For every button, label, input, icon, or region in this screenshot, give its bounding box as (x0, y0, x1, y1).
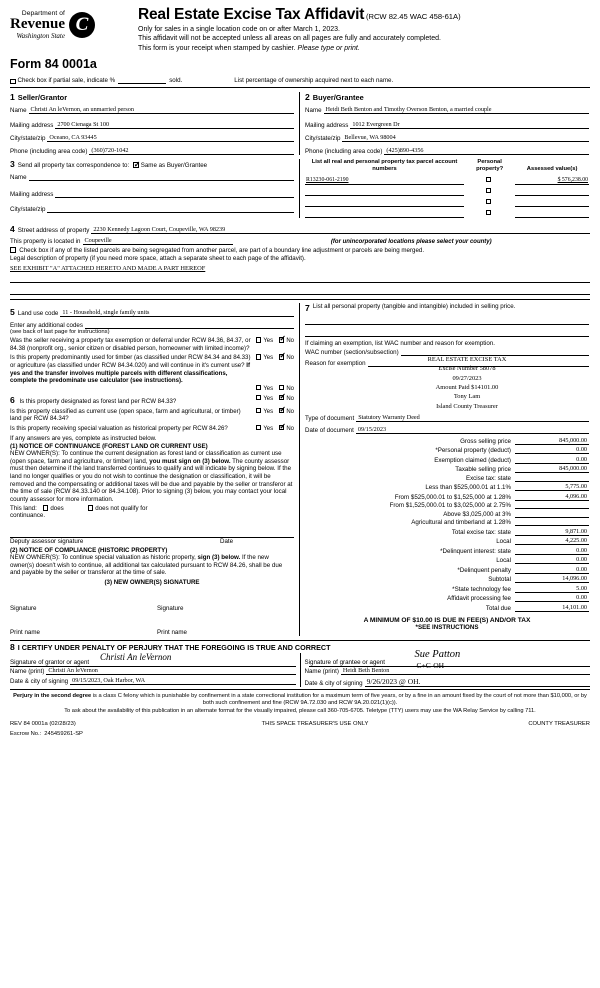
title-block (132, 6, 590, 53)
sec3-mailing-label: Mailing address (10, 191, 54, 199)
tax-row-label: *State technology fee (452, 585, 511, 593)
logo-revenue-label: Revenue (10, 16, 65, 32)
segregation-checkbox[interactable] (10, 247, 16, 253)
footer-treasurer-space: THIS SPACE TREASURER'S USE ONLY (261, 721, 369, 728)
grantor-print-input[interactable]: Christi An leVernon (46, 667, 295, 675)
sec5-additional-label: Enter any additional codes (10, 322, 83, 330)
parcel-assessed-input[interactable] (515, 207, 589, 218)
seller-name-label: Name (10, 107, 27, 115)
sec5-additional-note: (see back of last page for instructions) (10, 329, 110, 336)
tax-row-label: Local (496, 557, 511, 565)
grantee-print-label: Name (print) (304, 667, 339, 675)
logo-state-label: Washington State (16, 32, 65, 40)
buyer-section-title: Buyer/Grantee (312, 93, 364, 103)
tax-row-value[interactable]: 4,225.00 (515, 537, 589, 545)
seller-phone-label: Phone (including area code) (10, 148, 88, 156)
print-name-label-1: Print name (10, 628, 40, 636)
tax-row-label: Above $3,025,000 at 3% (443, 510, 511, 518)
tax-row (305, 475, 589, 482)
tax-row-value[interactable]: 0.00 (515, 456, 589, 464)
form-number: Form 84 0001a (10, 57, 97, 72)
tax-row-value[interactable]: 14,101.00 (515, 604, 589, 612)
sec6-question-1-row (10, 391, 294, 406)
tax-row-value[interactable] (515, 508, 589, 509)
tax-row-value[interactable]: 5.00 (515, 585, 589, 593)
sec5-q1-yes-checkbox[interactable] (256, 337, 262, 343)
seller-section-title: Seller/Grantor (17, 93, 68, 103)
tax-row-value[interactable]: 5,775.00 (515, 483, 589, 491)
parcel-number-input[interactable] (305, 207, 464, 218)
dor-logo (10, 6, 132, 40)
sec5-question-2-bold: If yes and the transfer involves multiple parcels with different classifications, complete the predominate use calculator (see instructions). (10, 361, 250, 385)
minimum-due-line-1: A MINIMUM OF $10.00 IS DUE IN FEE(S) AND/OR TAX (363, 616, 531, 624)
grantor-signature-mark[interactable]: Christi An leVernon (100, 651, 172, 662)
tax-calculation-table (305, 437, 589, 612)
logo-department-label: Department of (21, 10, 65, 17)
tax-row-label: Gross selling price (460, 437, 511, 445)
sec6-q1-answers: Yes ✓ No (256, 395, 294, 402)
grantee-print-input[interactable]: Heidi Beth Benton (341, 667, 590, 675)
tax-row-value[interactable]: 14,096.00 (515, 575, 589, 583)
tax-row-label: Excise tax: state (465, 474, 511, 482)
grantor-print-label: Name (print) (10, 667, 45, 675)
sec5-q2-yes-checkbox[interactable] (256, 354, 262, 360)
document-type-input[interactable]: Statutory Warranty Deed (356, 414, 589, 422)
certification-section (10, 640, 590, 687)
document-header (10, 6, 590, 53)
buyer-phone-label: Phone (including area code) (305, 148, 383, 156)
sec4-number: 4 (10, 224, 15, 235)
grantor-date-input[interactable]: 09/15/2023, Oak Harbor, WA (70, 677, 295, 685)
tax-row-value[interactable]: 0.00 (515, 556, 589, 564)
grantee-signature-annotation: C+C-OH (416, 660, 445, 670)
tax-row-label: Taxable selling price (455, 466, 511, 474)
sec4-parcel-note: Check box if any of the listed parcels are being segregated from another parcel, are part of a boundary line adjustment or parcels are being merged. (19, 247, 425, 255)
print-name-label-2: Print name (157, 628, 187, 636)
document-type-label: Type of document (305, 414, 355, 422)
land-does-not-qualify-checkbox[interactable] (88, 505, 94, 511)
tax-row (305, 528, 589, 536)
sec4-title: Street address of property (17, 227, 90, 235)
tax-row (305, 556, 589, 564)
land-use-code-input[interactable]: 11 - Household, single family units (60, 309, 294, 317)
buyer-section-number: 2 (305, 92, 310, 103)
parcel-number-input[interactable] (305, 185, 464, 196)
tax-row-label: Total excise tax: state (451, 528, 511, 536)
land-does-not-label: does not qualify for (95, 505, 148, 513)
tax-row-value[interactable]: 845,000.00 (515, 465, 589, 473)
sec5-question-2: Is this property predominantly used for timber (as classified under RCW 84.34 and 84.33) or agriculture (as classified under RCW 84.34.020) and will continue in it's current use? If yes and the transfer involves multiple parcels with different classifications, complete the predominate use calculator (see instructions). (10, 354, 251, 385)
grantee-signature-block (301, 648, 591, 687)
tax-row-label: Affidavit processing fee (447, 595, 511, 603)
stamp-line-5: Tony Lam (453, 393, 481, 401)
sec4-located-label: This property is located in (10, 238, 81, 246)
sec6-question-3: Is this property receiving special valuation as historical property per RCW 84.26? (10, 424, 228, 432)
partial-sale-note: List percentage of ownership acquired next to each name. (234, 77, 394, 85)
stamp-line-3: 09/27/2023 (452, 374, 482, 382)
seller-mailing-label: Mailing address (10, 122, 54, 130)
tax-row (305, 547, 589, 555)
tax-row-label: Agricultural and timberland at 1.28% (411, 519, 511, 527)
sec6-question-2-row (10, 404, 294, 423)
sec5-number: 5 (10, 307, 15, 318)
same-as-buyer-check-mark: ✓ (133, 160, 141, 170)
tax-row-label: Local (496, 538, 511, 546)
sec6-p2-bold: sign (3) below. (197, 554, 241, 562)
parcel-assessed-input[interactable]: $ 576,238.00 (515, 174, 589, 185)
ada-note: To ask about the availability of this publication in an alternate format for the visually impaired, please call 360-705-6705. Teletype (TTY) users may use the WA Relay Service by calling 711. (64, 708, 536, 715)
sec5-q3-no-checkbox[interactable] (279, 385, 285, 391)
buyer-name-label: Name (305, 107, 322, 115)
grantee-date-input[interactable]: 9/26/2023 @ OH. (365, 677, 590, 687)
parcel-assessed-input[interactable] (515, 185, 589, 196)
parcel-table (305, 159, 589, 218)
parcel-col-header-assessed: Assessed value(s) (526, 165, 578, 172)
new-owner-print-1-input[interactable] (10, 621, 147, 629)
tax-row-value[interactable]: 9,871.00 (515, 528, 589, 536)
deputy-assessor-date-label: Date (220, 538, 234, 546)
tax-row-label: Less than $525,000.01 at 1.1% (425, 484, 511, 492)
header-sub-1: Only for sales in a single location code on or after March 1, 2023. (138, 26, 340, 33)
parcel-assessed-input[interactable] (515, 196, 589, 207)
tax-row-label: *Personal property (deduct) (435, 447, 511, 455)
new-owner-signature-1-input[interactable] (10, 597, 147, 605)
stamp-line-2: Excise Number 58078 (438, 365, 496, 373)
signature-label-2: Signature (157, 604, 184, 612)
tax-row (305, 437, 589, 445)
sec7-exemption-note: If claiming an exemption, list WAC number and reason for exemption. (305, 340, 495, 348)
table-row (305, 207, 589, 218)
sec6-q3-yes-checkbox[interactable] (256, 425, 262, 431)
tax-row (305, 585, 589, 593)
sec6-q3-answers: Yes ✓ No (256, 425, 294, 432)
stamp-line-6: Island County Treasurer (436, 402, 498, 410)
tax-row (305, 566, 589, 574)
grantor-signature-label: Signature of grantor or agent (10, 658, 90, 666)
tax-row-value[interactable]: 4,096.00 (515, 493, 589, 501)
sec6-heading-1: (1) NOTICE OF CONTINUANCE (FOREST LAND OR CURRENT USE) (10, 443, 208, 451)
tax-row (305, 483, 589, 491)
buyer-mailing-label: Mailing address (305, 122, 349, 130)
property-city-input[interactable]: Coupeville (83, 237, 233, 245)
tax-row (305, 594, 589, 602)
grantor-date-label: Date & city of signing (10, 677, 69, 685)
continuance-label: continuance. (10, 512, 46, 520)
sec6-after-note: If any answers are yes, complete as instructed below. (10, 435, 157, 443)
sec6-heading-3: (3) NEW OWNER(S) SIGNATURE (104, 578, 200, 586)
sec6-paragraph-2: NEW OWNER(S): To continue special valuation as historic property, sign (3) below. If the new owner(s) doesn't wish to continue, all additional tax calculated pursuant to RCW 84.26, shall be due and payable by the seller or transferor at the time of sale. (10, 554, 283, 577)
header-sub-2: This affidavit will not be accepted unless all areas on all pages are fully and accurately completed. (138, 35, 441, 43)
sec6-q2-yes-checkbox[interactable] (256, 408, 262, 414)
parcel-number-input[interactable] (305, 196, 464, 207)
sec3-name-input[interactable] (29, 173, 294, 181)
tax-row-label: *Delinquent interest: state (440, 547, 511, 555)
sec6-q2-answers: Yes ✓ No (256, 408, 294, 415)
minimum-due-line-2: *SEE INSTRUCTIONS (415, 623, 479, 631)
sec6-question-3-row (10, 421, 294, 433)
sec5-q1-answers: Yes ✓ No (256, 337, 294, 344)
sec6-number: 6 (10, 394, 15, 405)
sec6-heading-2: (2) NOTICE OF COMPLIANCE (HISTORIC PROPERTY) (10, 547, 168, 555)
parcel-personal-checkbox[interactable] (486, 177, 492, 183)
sec6-p1-bold: you must sign on (3) below. (149, 457, 231, 465)
parcel-table-block (300, 159, 589, 218)
sec8-title: I CERTIFY UNDER PENALTY OF PERJURY THAT THE FOREGOING IS TRUE AND CORRECT (17, 642, 331, 652)
additional-codes-input[interactable] (85, 321, 294, 329)
sec3-city-input[interactable] (47, 205, 294, 213)
tax-row-value[interactable]: 845,000.00 (515, 437, 589, 445)
legal-description-input[interactable]: SEE EXHIBIT "A" ATTACHED HERETO AND MADE A PART HEREOF (10, 265, 206, 273)
tax-row-label: From $1,525,000.01 to $3,025,000 at 2.75% (389, 502, 511, 510)
land-does-qualify-checkbox[interactable] (43, 505, 49, 511)
grantee-signature-label: Signature of grantee or agent (304, 658, 385, 666)
header-sub-3: This form is your receipt when stamped by cashier. (138, 44, 296, 52)
seller-city-label: City/state/zip (10, 135, 46, 143)
parcel-personal-checkbox[interactable] (486, 199, 492, 205)
buyer-phone-input[interactable]: (425)890-4356 (384, 147, 589, 155)
tax-row (305, 575, 589, 583)
sec5-q2-answers: Yes ✓ No (256, 354, 294, 361)
tax-row (305, 537, 589, 545)
seller-phone-input[interactable]: (360)720-1042 (89, 147, 294, 155)
deputy-assessor-signature-input[interactable] (10, 527, 294, 538)
reason-exemption-input[interactable] (368, 359, 589, 367)
tax-row (305, 511, 589, 518)
partial-sale-label: Check box if partial sale, indicate % (17, 77, 116, 85)
sec6-q1-yes-checkbox[interactable] (256, 395, 262, 401)
partial-sale-row (10, 77, 590, 84)
document-date-label: Date of document (305, 426, 354, 434)
page-title: Real Estate Excise Tax Affidavit (138, 6, 365, 23)
tax-row-label: Exemption claimed (deduct) (434, 456, 511, 464)
sec5-title: Land use code (17, 310, 59, 318)
sec7-title: List all personal property (tangible and intangible) included in selling price. (312, 303, 516, 311)
escrow-number: 245459261-SP (44, 731, 83, 738)
footer-revision: REV 84 0001a (02/28/23) (10, 721, 76, 728)
table-row (305, 174, 589, 185)
header-sub-3-italic: Please type or print. (297, 44, 360, 52)
parcel-personal-checkbox[interactable] (486, 210, 492, 216)
table-row (305, 185, 589, 196)
perjury-lead: Perjury in the second degree (13, 692, 92, 699)
stamp-line-1: REAL ESTATE EXCISE TAX (427, 356, 507, 364)
sec4-located-note: (for unincorporated locations please select your county) (330, 239, 492, 246)
logo-mark-icon: C (69, 12, 95, 38)
tax-row (305, 456, 589, 464)
wac-number-label: WAC number (section/subsection) (305, 349, 399, 357)
sec5-question-1: Was the seller receiving a property tax exemption or deferral under RCW 84.36, 84.37, or 84.38 (nonprofit org., senior citizen or disabled person, homeowner with limited income)? (10, 337, 251, 352)
seller-mailing-input[interactable]: 2700 Cienaga St 100 (55, 121, 294, 129)
tax-row (305, 604, 589, 612)
this-land-label: This land: (10, 505, 37, 513)
signature-label-1: Signature (10, 604, 37, 612)
sec8-number: 8 (10, 641, 15, 652)
reason-exemption-label: Reason for exemption (305, 360, 366, 368)
deputy-assessor-signature-label: Deputy assessor signature (10, 538, 84, 546)
sec3-mailing-input[interactable] (55, 190, 294, 198)
same-as-buyer-label: Same as Buyer/Grantee (140, 162, 208, 170)
perjury-note (10, 693, 590, 707)
sec3-name-label: Name (10, 174, 27, 182)
parcel-col-header-personal: Personal property? (476, 159, 504, 172)
tax-row-value[interactable]: 0.00 (515, 594, 589, 602)
sec6-paragraph-1: NEW OWNER(S): To continue the current designation as forest land or classification as current use (open space, farm and agriculture, or timber) land, you must sign on (3) below. The county assessor must then determine if the land transferred continues to qualify and will indicate by signing below. If the land no longer qualifies or you do not wish to continue the designation or classification, it will be removed and the compensating or additional taxes will be due and payable by the seller or transferor at the time of sale (RCW 84.33.140 or 84.34.108). Prior to signing (3) below, you may contact your local county assessor for more information. (10, 450, 293, 503)
tax-row (305, 493, 589, 501)
tax-row (305, 502, 589, 509)
escrow-row (10, 731, 590, 737)
seller-section-number: 1 (10, 92, 15, 103)
partial-sale-checkbox[interactable] (10, 79, 16, 85)
tax-row-label: Subtotal (488, 576, 511, 584)
parcel-col-header-numbers: List all real and personal property tax parcel account numbers (311, 159, 458, 172)
perjury-body: is a class C felony which is punishable by confinement in a state correctional institution for a maximum term of five years, or by a fine in an amount fixed by the court of not more than $10,000, or by both such confinement and fine (RCW 9A.72.030 and RCW 9A.20.021(1)(c)). (92, 692, 587, 707)
sec6-question-2: Is this property classified as current use (open space, farm and agricultural, or timber) land per RCW 84.34? (10, 407, 241, 423)
sec4-legal-note: Legal description of property (if you need more space, attach a separate sheet to each page of the affidavit). (10, 255, 306, 263)
document-date-input[interactable]: 09/15/2023 (356, 426, 589, 434)
sec6-question-1: Is this property designated as forest land per RCW 84.33? (19, 397, 177, 405)
tax-row (305, 519, 589, 526)
document-footer (10, 721, 590, 727)
tax-row-value[interactable] (515, 517, 589, 518)
sec7-number: 7 (305, 303, 310, 314)
seller-block (10, 92, 299, 155)
tax-row-value[interactable] (515, 481, 589, 482)
tax-row-label: *Delinquent penalty (457, 566, 511, 574)
new-owner-print-2-input[interactable] (157, 621, 294, 629)
seller-name-input[interactable]: Christi An leVernon, an unmarried person (29, 106, 294, 114)
tax-row-label: From $525,000.01 to $1,525,000 at 1.28% (394, 493, 511, 501)
grantee-signature-mark[interactable]: Sue Patton (414, 648, 461, 660)
tax-row-value[interactable]: 0.00 (515, 446, 589, 454)
tax-row-label: Total due (485, 604, 511, 612)
tax-row-value[interactable]: 0.00 (515, 547, 589, 555)
tax-row (305, 465, 589, 473)
page-title-rcw: (RCW 82.45 WAC 458-61A) (365, 12, 461, 21)
partial-sale-sold-label: sold. (169, 77, 183, 85)
stamp-line-4: Amount Paid $14101.00 (435, 383, 499, 391)
sec3-city-label: City/state/zip (10, 206, 46, 214)
grantor-signature-block (10, 653, 300, 687)
correspondence-block (10, 159, 299, 218)
parcel-number-input[interactable]: R13230-061-2190 (305, 174, 464, 185)
parties-section (10, 92, 590, 155)
sec3-title: Send all property tax correspondence to: (17, 162, 130, 170)
parcel-personal-checkbox[interactable] (486, 188, 492, 194)
buyer-city-input[interactable]: Bellevue, WA 98004 (342, 134, 589, 142)
new-owner-signature-2-input[interactable] (157, 597, 294, 605)
tax-row-value[interactable] (515, 525, 589, 526)
footer-county-treasurer: COUNTY TREASURER (528, 721, 590, 728)
tax-row-value[interactable]: 0.00 (515, 566, 589, 574)
property-address-section (10, 224, 590, 295)
escrow-label: Escrow No.: (10, 731, 42, 738)
personal-property-section (300, 303, 589, 636)
sec5-q3-answers: Yes No (256, 385, 294, 392)
property-address-input[interactable]: 2230 Kennedy Lagoon Court, Coupeville, WA 98239 (91, 226, 590, 234)
partial-sale-pct-input[interactable] (118, 83, 166, 84)
buyer-block (300, 92, 589, 155)
sec3-number: 3 (10, 159, 15, 170)
sec5-q3-yes-checkbox[interactable] (256, 385, 262, 391)
tax-row (305, 446, 589, 454)
seller-city-input[interactable]: Oceano, CA 93445 (47, 134, 294, 142)
grantee-date-label: Date & city of signing (304, 679, 363, 687)
land-does-label: does (50, 505, 64, 513)
buyer-name-input[interactable]: Heidi Beth Benton and Timothy Overson Benton, a married couple (324, 106, 589, 114)
land-use-section (10, 303, 299, 636)
buyer-city-label: City/state/zip (305, 135, 341, 143)
table-row (305, 196, 589, 207)
buyer-mailing-input[interactable]: 1012 Evergreen Dr (350, 121, 589, 129)
